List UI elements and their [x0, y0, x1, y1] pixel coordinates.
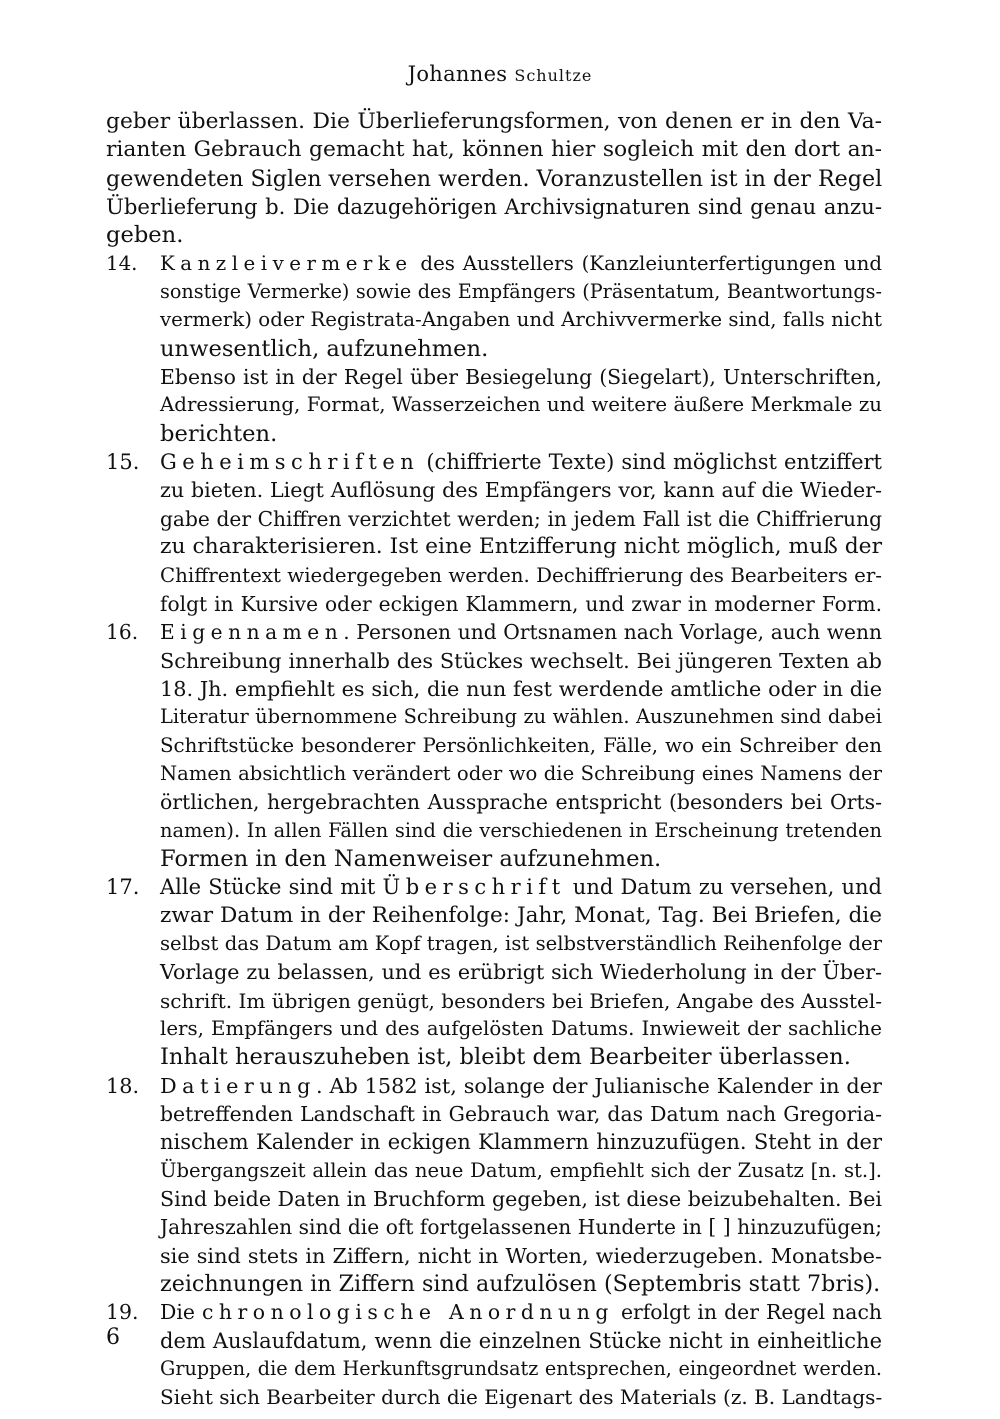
- text-line: folgt in Kursive oder eckigen Klammern, und zwar in moderner Form.: [160, 591, 882, 616]
- text-line: gewendeten Siglen versehen werden. Voranzustellen ist in der Regel: [106, 165, 883, 192]
- text-line: rianten Gebrauch gemacht hat, können hier sogleich mit den dort an-: [106, 137, 882, 163]
- text-line: schrift. Im übrigen genügt, besonders bei Briefen, Angabe des Ausstel-: [160, 988, 882, 1013]
- item-keyword: Kanzleivermerke: [160, 251, 413, 275]
- text-line: berichten.: [160, 420, 278, 447]
- text-line: sonstige Vermerke) sowie des Empfängers (Präsentatum, Beantwortungs-: [160, 280, 882, 304]
- text-line: zu bieten. Liegt Auflösung des Empfängers vor, kann auf die Wieder-: [160, 478, 882, 503]
- text-line: nischem Kalender in eckigen Klammern hinzuzufügen. Steht in der: [160, 1130, 882, 1155]
- text-line: Vorlage zu belassen, und es erübrigt sich Wiederholung in der Über-: [160, 960, 882, 985]
- text-line: Ebenso ist in der Regel über Besiegelung (Siegelart), Unterschriften,: [160, 365, 882, 390]
- item-first-line: 15. Geheimschriften (chiffrierte Texte) sind möglichst entziffert: [106, 448, 882, 476]
- text-line: selbst das Datum am Kopf tragen, ist selbstverständlich Reihenfolge der: [160, 931, 882, 955]
- running-header: [0, 62, 1000, 86]
- item-keyword: Eigennamen: [160, 620, 344, 645]
- item-keyword: Datierung: [160, 1073, 316, 1098]
- text-line: lers, Empfängers und des aufgelösten Datums. Inwieweit der sachliche: [160, 1017, 882, 1040]
- rule-item-19: [106, 1298, 882, 1411]
- rule-item-18: [106, 1072, 882, 1299]
- text-line: örtlichen, hergebrachten Aussprache entspricht (besonders bei Orts-: [160, 790, 882, 815]
- text-line: Formen in den Namenweiser aufzunehmen.: [160, 845, 662, 872]
- item-number: 16.: [106, 620, 139, 645]
- text-line: Inhalt herauszuheben ist, bleibt dem Bearbeiter überlassen.: [160, 1044, 851, 1071]
- text-line: unwesentlich, aufzunehmen.: [160, 335, 489, 362]
- item-first-line: 19. Die chronologische Anordnung erfolgt in der Regel nach: [106, 1298, 882, 1326]
- text-line: zwar Datum in der Reihenfolge: Jahr, Monat, Tag. Bei Briefen, die: [160, 902, 882, 928]
- page-number: 6: [106, 1325, 120, 1350]
- rule-item-14: [106, 250, 882, 448]
- text-line: Literatur übernommene Schreibung zu wählen. Auszunehmen sind dabei: [160, 705, 882, 729]
- text-line: Übergangszeit allein das neue Datum, empfiehlt sich der Zusatz [n. st.].: [160, 1158, 882, 1182]
- intro-paragraph: [106, 108, 882, 250]
- item-number: 19.: [106, 1300, 139, 1325]
- item-number: 17.: [106, 875, 140, 900]
- item-keyword: Geheimschriften: [160, 450, 420, 475]
- rule-item-16: [106, 618, 882, 873]
- text-line: Gruppen, die dem Herkunftsgrundsatz entsprechen, eingeordnet werden.: [160, 1357, 882, 1381]
- text-line: zu charakterisieren. Ist eine Entzifferung nicht möglich, muß der: [160, 534, 882, 560]
- text-line: sie sind stets in Ziffern, nicht in Worten, wiederzugeben. Monatsbe-: [160, 1243, 882, 1268]
- text-line: geben.: [106, 222, 184, 249]
- item-number: 14.: [106, 251, 138, 275]
- text-line: Adressierung, Format, Wasserzeichen und weitere äußere Merkmale zu: [160, 393, 882, 417]
- text-line: gabe der Chiffren verzichtet werden; in jedem Fall ist die Chiffrierung: [160, 506, 882, 531]
- rule-item-17: [106, 873, 882, 1071]
- item-keyword: Überschrift: [382, 875, 566, 900]
- text-line: namen). In allen Fällen sind die verschiedenen in Erscheinung tretenden: [160, 818, 882, 842]
- text-line: dem Auslaufdatum, wenn die einzelnen Stücke nicht in einheitliche: [160, 1328, 882, 1353]
- rule-item-15: [106, 448, 882, 618]
- text-line: zeichnungen in Ziffern sind aufzulösen (Septembris statt 7bris).: [160, 1271, 881, 1298]
- text-line: Sind beide Daten in Bruchform gegeben, ist diese beizubehalten. Bei: [160, 1187, 882, 1212]
- item-keyword: chronologische Anordnung: [202, 1300, 614, 1325]
- text-line: Schreibung innerhalb des Stückes wechselt. Bei jüngeren Texten ab: [160, 648, 882, 673]
- author-first-name: Johannes: [407, 62, 508, 86]
- text-line: Jahreszahlen sind die oft fortgelassenen Hunderte in [ ] hinzuzufügen;: [160, 1215, 882, 1240]
- item-first-line: 18. Datierung. Ab 1582 ist, solange der Julianische Kalender in der: [106, 1072, 882, 1100]
- text-line: geber überlassen. Die Überlieferungsformen, von denen er in den Va-: [106, 109, 882, 134]
- text-line: Überlieferung b. Die dazugehörigen Archivsignaturen sind genau anzu-: [106, 194, 882, 220]
- item-first-line: 14. Kanzleivermerke des Ausstellers (Kanzleiunterfertigungen und: [106, 250, 882, 278]
- page-body: [106, 108, 882, 1412]
- item-first-line: 17. Alle Stücke sind mit Überschrift und Datum zu versehen, und: [106, 873, 882, 901]
- item-first-line: 16. Eigennamen. Personen und Ortsnamen nach Vorlage, auch wenn: [106, 618, 882, 646]
- text-line: Chiffrentext wiedergegeben werden. Dechiffrierung des Bearbeiters er-: [160, 563, 882, 587]
- item-number: 18.: [106, 1073, 140, 1098]
- author-last-name: Schultze: [514, 66, 593, 85]
- text-line: 18. Jh. empfiehlt es sich, die nun fest werdende amtliche oder in die: [160, 676, 882, 701]
- text-line: Namen absichtlich verändert oder wo die Schreibung eines Namens der: [160, 761, 882, 785]
- item-number: 15.: [106, 450, 140, 475]
- text-line: vermerk) oder Registrata-Angaben und Archivvermerke sind, falls nicht: [160, 308, 882, 332]
- text-line: Schriftstücke besonderer Persönlichkeiten, Fälle, wo ein Schreiber den: [160, 733, 882, 757]
- text-line: betreffenden Landschaft in Gebrauch war, das Datum nach Gregoria-: [160, 1102, 882, 1127]
- text-line: Sieht sich Bearbeiter durch die Eigenart des Materials (z. B. Landtags-: [160, 1385, 883, 1410]
